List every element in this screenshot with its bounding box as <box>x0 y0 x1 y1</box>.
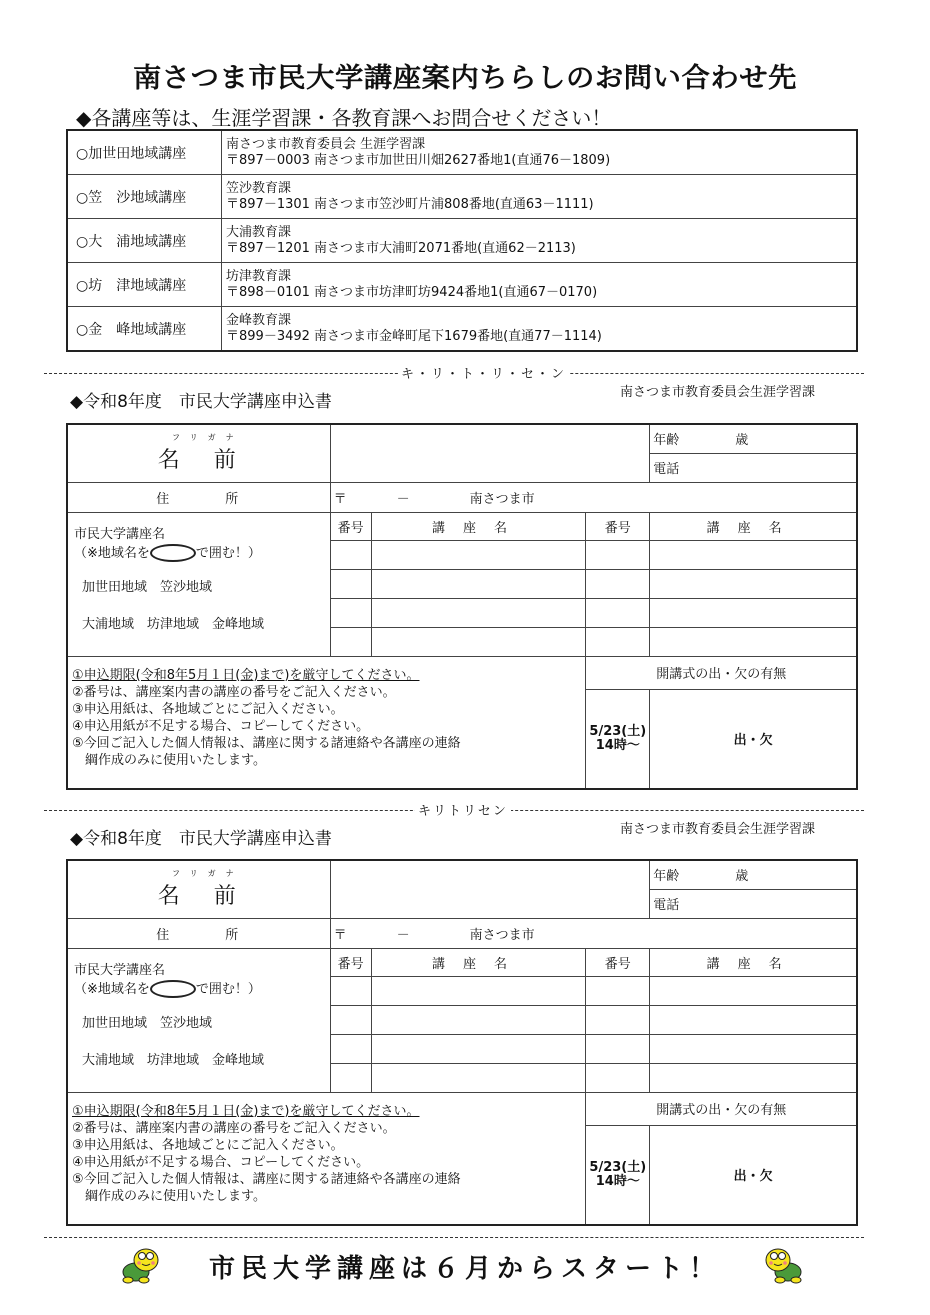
cut-label: キリトリセン <box>415 800 511 819</box>
contact-row <box>67 219 857 263</box>
number-input[interactable] <box>330 976 371 1005</box>
number-input[interactable] <box>330 1005 371 1034</box>
address-input[interactable] <box>330 918 857 948</box>
phone-field[interactable] <box>650 453 857 482</box>
ceremony-time: 14時～ <box>595 737 640 753</box>
form-title: ◆令和8年度 市民大学講座申込書 <box>70 829 332 849</box>
form-department: 南さつま市教育委員会生涯学習課 <box>620 385 816 400</box>
address-label: 住所 <box>67 918 330 948</box>
course-input[interactable] <box>371 627 586 656</box>
name-input[interactable] <box>330 424 650 482</box>
contact-info <box>222 219 858 263</box>
note-item: ④申込用紙が不足する場合、コピーしてください。 <box>72 1154 370 1170</box>
postal-mark: 〒 <box>333 927 347 943</box>
region-options-2[interactable]: 大浦地域 坊津地域 金峰地域 <box>82 616 265 632</box>
contact-address: 〒897－1201 南さつま市大浦町2071番地(直通62－2113) <box>226 240 576 256</box>
number-input[interactable] <box>586 569 650 598</box>
contact-region: ○坊 津地域講座 <box>67 263 222 307</box>
course-input[interactable] <box>371 540 586 569</box>
contact-office: 南さつま市教育委員会 生涯学習課 <box>226 136 426 152</box>
cut-label: キ・リ・ト・リ・セ・ン <box>398 363 569 382</box>
note-item: 綱作成のみに使用いたします。 <box>72 1188 266 1204</box>
region-options-1[interactable]: 加世田地域 笠沙地域 <box>82 579 213 595</box>
note-item: ④申込用紙が不足する場合、コピーしてください。 <box>72 718 370 734</box>
number-input[interactable] <box>586 1063 650 1092</box>
oval-icon <box>150 980 196 998</box>
course-note-post: で囲む！） <box>195 981 261 997</box>
oval-icon <box>150 544 196 562</box>
contact-region: ○大 浦地域講座 <box>67 219 222 263</box>
contact-info <box>222 307 858 352</box>
course-input[interactable] <box>371 1034 586 1063</box>
age-unit: 歳 <box>735 433 749 449</box>
name-input[interactable] <box>330 860 650 918</box>
city-label: 南さつま市 <box>469 491 535 507</box>
ceremony-time: 14時～ <box>595 1173 640 1189</box>
city-label: 南さつま市 <box>469 927 535 943</box>
col-header-course: 講座名 <box>371 512 586 540</box>
contact-office: 坊津教育課 <box>226 268 292 284</box>
name-label: 名前 <box>157 884 270 910</box>
contact-row <box>67 307 857 352</box>
number-input[interactable] <box>586 540 650 569</box>
number-input[interactable] <box>330 1034 371 1063</box>
contact-region: ○金 峰地域講座 <box>67 307 222 352</box>
turtle-mascot-icon <box>762 1244 806 1284</box>
number-input[interactable] <box>586 1005 650 1034</box>
note-item: ②番号は、講座案内書の講座の番号をご記入ください。 <box>72 1120 396 1136</box>
course-input[interactable] <box>371 598 586 627</box>
course-label: 市民大学講座名 <box>74 962 166 978</box>
start-banner: 市民大学講座は６月からスタート！ <box>208 1254 721 1284</box>
course-note-pre: （※地域名を <box>74 981 150 997</box>
contact-instructions: ◆各講座等は、生涯学習課・各教育課へお問合せください！ <box>76 106 612 130</box>
ceremony-date: 5/23(土) <box>589 1159 647 1175</box>
contact-row <box>67 263 857 307</box>
age-field[interactable] <box>650 860 857 889</box>
age-label: 年齢 <box>653 869 680 885</box>
course-input[interactable] <box>650 1063 857 1092</box>
form-title: ◆令和8年度 市民大学講座申込書 <box>70 392 332 412</box>
age-label: 年齢 <box>653 433 680 449</box>
phone-label: 電話 <box>653 462 680 477</box>
number-input[interactable] <box>586 1034 650 1063</box>
contact-region: ○笠 沙地域講座 <box>67 175 222 219</box>
application-form <box>66 423 858 790</box>
course-input[interactable] <box>371 976 586 1005</box>
contact-address: 〒897－0003 南さつま市加世田川畑2627番地1(直通76－1809) <box>226 152 611 168</box>
furigana-label: フリガナ <box>172 433 244 443</box>
contact-address: 〒898－0101 南さつま市坊津町坊9424番地1(直通67－0170) <box>226 284 598 300</box>
course-instructions <box>67 948 330 1092</box>
ceremony-date: 5/23(土) <box>589 723 647 739</box>
notes <box>67 656 586 789</box>
age-field[interactable] <box>650 424 857 453</box>
note-item: ③申込用紙は、各地域ごとにご記入ください。 <box>72 701 344 717</box>
postal-mark: 〒 <box>333 491 347 507</box>
col-header-number: 番号 <box>330 512 371 540</box>
col-header-course: 講座名 <box>650 512 857 540</box>
number-input[interactable] <box>586 976 650 1005</box>
note-deadline: ①申込期限(令和8年5月１日(金)まで)を厳守してください。 <box>72 1103 420 1119</box>
contact-office: 笠沙教育課 <box>226 180 292 196</box>
note-item: ⑤今回ご記入した個人情報は、講座に関する諸連絡や各講座の連絡 <box>72 1171 461 1187</box>
course-input[interactable] <box>650 1005 857 1034</box>
number-input[interactable] <box>586 598 650 627</box>
address-label: 住所 <box>67 482 330 512</box>
course-input[interactable] <box>650 1034 857 1063</box>
number-input[interactable] <box>330 569 371 598</box>
course-input[interactable] <box>371 569 586 598</box>
note-deadline: ①申込期限(令和8年5月１日(金)まで)を厳守してください。 <box>72 667 420 683</box>
col-header-number: 番号 <box>586 948 650 976</box>
cut-line <box>44 1237 864 1238</box>
note-item: ③申込用紙は、各地域ごとにご記入ください。 <box>72 1137 344 1153</box>
postal-dash: － <box>396 927 410 943</box>
note-item: 綱作成のみに使用いたします。 <box>72 752 266 768</box>
contact-address: 〒899－3492 南さつま市金峰町尾下1679番地(直通77－1114) <box>226 328 602 344</box>
attendance-label: 開講式の出・欠の有無 <box>586 656 857 689</box>
course-input[interactable] <box>650 627 857 656</box>
contact-row <box>67 130 857 175</box>
attendance-choice[interactable]: 出・欠 <box>650 1125 857 1225</box>
contact-office: 金峰教育課 <box>226 312 292 328</box>
course-label: 市民大学講座名 <box>74 526 166 542</box>
region-options-2[interactable]: 大浦地域 坊津地域 金峰地域 <box>82 1052 265 1068</box>
course-note-pre: （※地域名を <box>74 545 150 561</box>
attendance-choice[interactable]: 出・欠 <box>650 689 857 789</box>
form-department: 南さつま市教育委員会生涯学習課 <box>620 822 816 837</box>
number-input[interactable] <box>330 540 371 569</box>
contact-row <box>67 175 857 219</box>
number-input[interactable] <box>330 627 371 656</box>
contact-info <box>222 263 858 307</box>
page-title: 南さつま市民大学講座案内ちらしのお問い合わせ先 <box>132 63 798 94</box>
attendance-label: 開講式の出・欠の有無 <box>586 1092 857 1125</box>
name-label-cell <box>67 860 330 918</box>
ceremony-datetime <box>586 689 650 789</box>
course-instructions <box>67 512 330 656</box>
course-input[interactable] <box>650 976 857 1005</box>
number-input[interactable] <box>330 598 371 627</box>
ceremony-datetime <box>586 1125 650 1225</box>
notes <box>67 1092 586 1225</box>
course-input[interactable] <box>371 1063 586 1092</box>
contact-address: 〒897－1301 南さつま市笠沙町片浦808番地(直通63－1111) <box>226 196 594 212</box>
course-input[interactable] <box>650 598 857 627</box>
phone-label: 電話 <box>653 898 680 913</box>
name-label: 名前 <box>157 448 270 474</box>
contact-table <box>66 129 858 352</box>
application-form <box>66 859 858 1226</box>
age-unit: 歳 <box>735 869 749 885</box>
course-input[interactable] <box>650 540 857 569</box>
col-header-number: 番号 <box>586 512 650 540</box>
col-header-course: 講座名 <box>650 948 857 976</box>
name-label-cell <box>67 424 330 482</box>
contact-region: ○加世田地域講座 <box>67 130 222 175</box>
contact-info <box>222 130 858 175</box>
col-header-number: 番号 <box>330 948 371 976</box>
course-note-post: で囲む！） <box>195 545 261 561</box>
region-options-1[interactable]: 加世田地域 笠沙地域 <box>82 1015 213 1031</box>
address-input[interactable] <box>330 482 857 512</box>
contact-info <box>222 175 858 219</box>
col-header-course: 講座名 <box>371 948 586 976</box>
note-item: ⑤今回ご記入した個人情報は、講座に関する諸連絡や各講座の連絡 <box>72 735 461 751</box>
postal-dash: － <box>396 491 410 507</box>
course-input[interactable] <box>650 569 857 598</box>
course-input[interactable] <box>371 1005 586 1034</box>
phone-field[interactable] <box>650 889 857 918</box>
contact-office: 大浦教育課 <box>226 224 292 240</box>
number-input[interactable] <box>330 1063 371 1092</box>
furigana-label: フリガナ <box>172 869 244 879</box>
number-input[interactable] <box>586 627 650 656</box>
note-item: ②番号は、講座案内書の講座の番号をご記入ください。 <box>72 684 396 700</box>
